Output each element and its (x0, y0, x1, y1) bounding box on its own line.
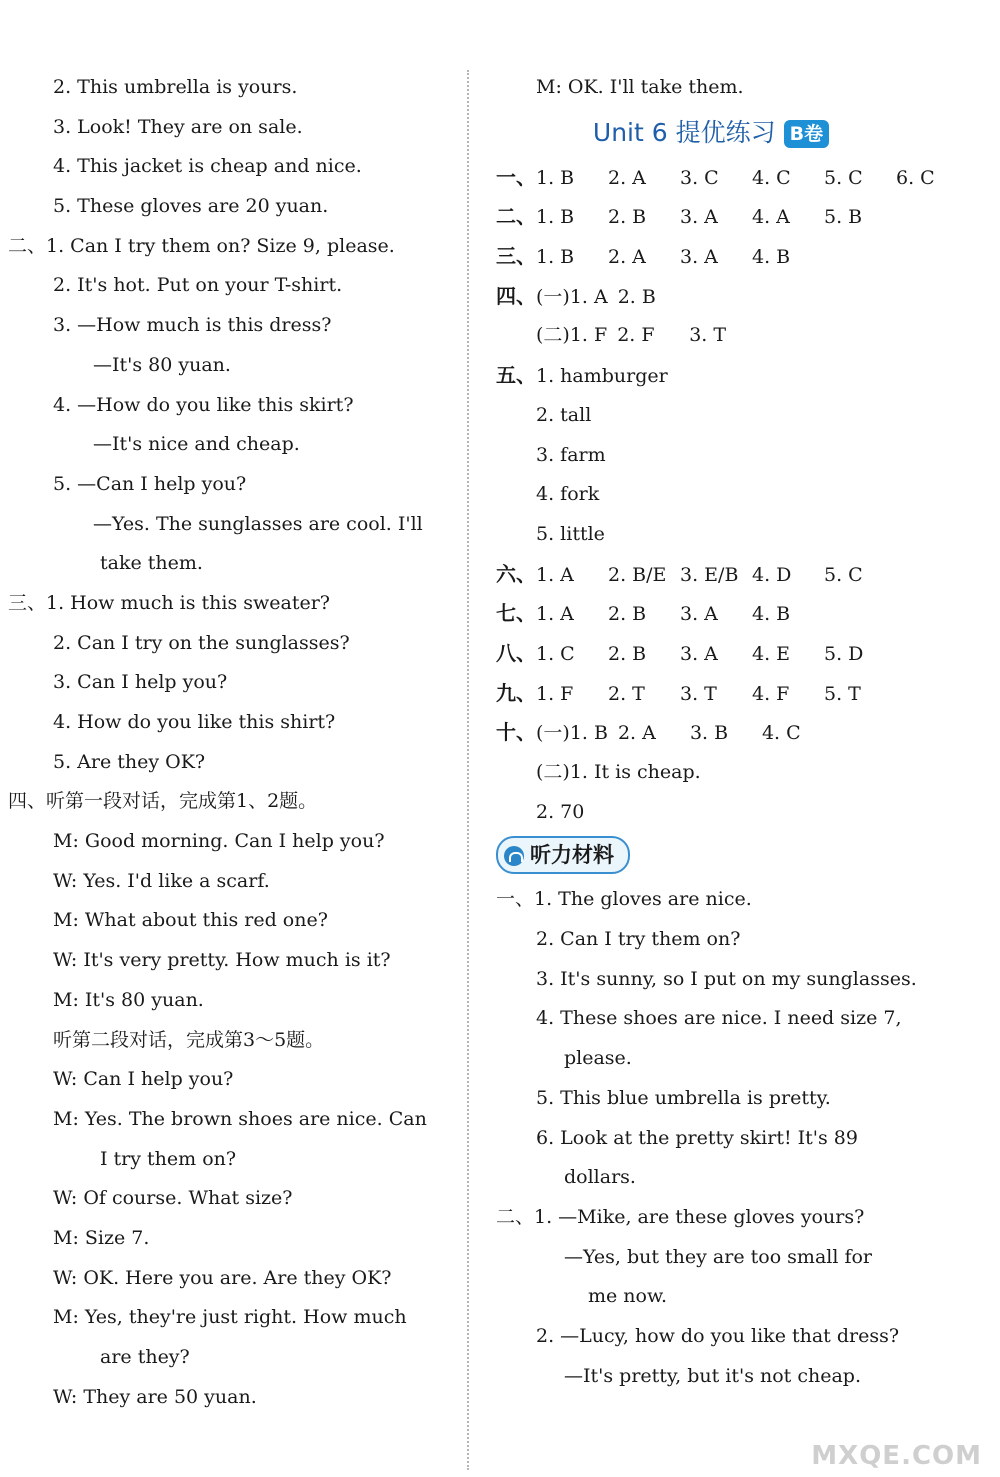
answer-line: —It's nice and cheap. (93, 433, 300, 456)
answer-item: 3. B (689, 722, 729, 745)
answer-item: 4. D (752, 563, 792, 586)
section-mark: 二、 (496, 204, 536, 229)
answer-item: (一)1. B (536, 722, 608, 745)
answer-row (496, 277, 966, 317)
answer-row (496, 594, 966, 634)
answer-row (496, 356, 966, 396)
listening-line: please. (564, 1047, 632, 1070)
answer-row (496, 515, 966, 555)
answer-line: 5. These gloves are 20 yuan. (53, 195, 329, 218)
section-line: 四、听第一段对话，完成第1、2题。 (8, 790, 318, 813)
answer-line: 3. Look! They are on sale. (53, 115, 303, 138)
answer-item: 2. B/E (608, 563, 667, 586)
listening-line: 一、1. The gloves are nice. (496, 888, 752, 911)
answer-item: 2. tall (536, 403, 592, 426)
answer-line: 5. Are they OK? (53, 750, 206, 773)
answer-line: 3. —How much is this dress? (53, 314, 332, 337)
answer-line: 2. Can I try on the sunglasses? (53, 631, 350, 654)
left-column (8, 68, 453, 1417)
listening-line: 2. Can I try them on? (536, 928, 741, 951)
answer-row (496, 237, 966, 277)
answer-item: 3. A (680, 603, 718, 626)
listening-line: 2. —Lucy, how do you like that dress? (536, 1324, 900, 1347)
answer-row (496, 713, 966, 753)
answer-item: 5. D (824, 642, 864, 665)
answer-item: 1. hamburger (536, 365, 668, 388)
answer-item: 6. C (896, 166, 935, 189)
listening-line: 5. This blue umbrella is pretty. (536, 1086, 831, 1109)
answer-item: 3. C (680, 166, 719, 189)
answer-row (496, 475, 966, 515)
answer-item: 3. T (680, 682, 717, 705)
answer-item: 2. B (608, 603, 647, 626)
answer-item: 4. C (761, 722, 801, 745)
answer-row (496, 436, 966, 476)
answer-item: 1. F (536, 682, 574, 705)
dialog-line: W: Yes. I'd like a scarf. (53, 869, 270, 892)
answer-key (496, 158, 966, 833)
answer-item: (二)1. It is cheap. (536, 761, 701, 783)
listening-line: 3. It's sunny, so I put on my sunglasses. (536, 967, 917, 990)
answer-item: (二)1. F (536, 324, 608, 347)
answer-line: —It's 80 yuan. (93, 353, 231, 376)
answer-item: 3. A (680, 642, 718, 665)
answer-item: 4. fork (536, 483, 600, 506)
listening-line: —Yes, but they are too small for (564, 1245, 873, 1268)
answer-line: 5. —Can I help you? (53, 472, 247, 495)
answer-line: 4. How do you like this shirt? (53, 711, 336, 733)
answer-row (496, 396, 966, 436)
answer-line: 4. This jacket is cheap and nice. (53, 155, 362, 178)
answer-row (496, 555, 966, 595)
answer-item: 3. farm (536, 443, 606, 466)
watermark: MXQE.COM (811, 1441, 982, 1471)
answer-row (496, 158, 966, 198)
answer-item: 1. C (536, 642, 575, 665)
answer-item: 2. 70 (536, 800, 585, 823)
answer-item: 4. E (752, 642, 791, 665)
section-mark: 十、 (496, 720, 536, 745)
section-line: 三、1. How much is this sweater? (8, 591, 330, 614)
answer-item: 3. A (680, 206, 718, 229)
answer-row (496, 197, 966, 237)
answer-line: 2. It's hot. Put on your T-shirt. (53, 274, 343, 297)
answer-item: (一)1. A (536, 285, 608, 308)
listening-line: dollars. (564, 1166, 636, 1189)
answer-item: 1. A (536, 563, 574, 586)
answer-line: take them. (100, 552, 203, 575)
dialog-line: W: Can I help you? (53, 1068, 234, 1091)
section-mark: 九、 (496, 680, 536, 705)
dialog-line: M: What about this red one? (53, 909, 328, 932)
dialog-line: are they? (100, 1346, 190, 1368)
dialog-line: M: Yes. The brown shoes are nice. Can (53, 1107, 427, 1130)
answer-item: 2. A (608, 246, 646, 269)
listening-line: me now. (588, 1285, 668, 1308)
listening-label: 听力材料 (530, 843, 614, 868)
section-mark: 八、 (496, 640, 536, 665)
answer-item: 1. B (536, 246, 575, 269)
headphones-icon (504, 846, 524, 866)
answer-row (496, 634, 966, 674)
answer-item: 5. C (824, 166, 863, 189)
dialog-line: M: OK. I'll take them. (536, 76, 744, 98)
answer-item: 4. B (752, 246, 791, 269)
unit-title-text: Unit 6 提优练习 (592, 117, 776, 147)
right-column (496, 68, 966, 1396)
listening-label-box (496, 836, 630, 874)
paper-badge: B卷 (784, 120, 829, 148)
section-mark: 七、 (496, 601, 536, 626)
answer-item: 4. A (752, 206, 790, 229)
answer-row (496, 674, 966, 714)
section-mark: 一、 (496, 164, 536, 189)
answer-line: —Yes. The sunglasses are cool. I'll (93, 512, 423, 535)
answer-item: 1. B (536, 166, 575, 189)
answer-item: 1. A (536, 603, 574, 626)
dialog-line: M: Good morning. Can I help you? (53, 830, 385, 853)
section-mark: 四、 (496, 283, 536, 308)
dialog-heading: 听第二段对话，完成第3～5题。 (53, 1028, 325, 1051)
dialog-line: I try them on? (100, 1147, 237, 1170)
answer-item: 2. T (608, 682, 645, 705)
listening-line: 4. These shoes are nice. I need size 7, (536, 1007, 902, 1030)
answer-row (496, 793, 966, 833)
dialog-line: M: Yes, they're just right. How much (53, 1306, 407, 1329)
answer-item: 4. B (752, 603, 791, 626)
dialog-line: W: Of course. What size? (53, 1187, 293, 1210)
answer-line: 4. —How do you like this skirt? (53, 393, 354, 416)
answer-item: 2. B (617, 285, 656, 308)
unit-title (496, 108, 966, 158)
section-mark: 六、 (496, 561, 536, 586)
answer-item: 1. B (536, 206, 575, 229)
answer-item: 2. A (617, 722, 656, 745)
answer-item: 3. A (680, 246, 718, 269)
answer-item: 3. E/B (680, 563, 739, 586)
dialog-line: M: It's 80 yuan. (53, 988, 204, 1011)
answer-item: 2. A (608, 166, 646, 189)
answer-item: 5. T (824, 682, 861, 705)
answer-item: 2. B (608, 206, 647, 229)
answer-row (496, 753, 966, 793)
answer-item: 3. T (689, 324, 727, 347)
answer-item: 4. C (752, 166, 791, 189)
answer-item: 5. C (824, 563, 863, 586)
dialog-line: W: It's very pretty. How much is it? (53, 949, 391, 972)
dialog-line: W: OK. Here you are. Are they OK? (53, 1266, 392, 1289)
answer-item: 2. F (617, 324, 655, 347)
answer-item: 2. B (608, 642, 647, 665)
answer-line: 2. This umbrella is yours. (53, 76, 298, 98)
answer-row (496, 316, 966, 356)
dialog-line: M: Size 7. (53, 1226, 150, 1249)
listening-line: —It's pretty, but it's not cheap. (564, 1364, 862, 1387)
section-line: 二、1. Can I try them on? Size 9, please. (8, 234, 395, 257)
answer-item: 4. F (752, 682, 790, 705)
column-divider (467, 70, 469, 1470)
section-mark: 五、 (496, 363, 536, 388)
answer-item: 5. little (536, 522, 605, 545)
answer-line: 3. Can I help you? (53, 671, 228, 694)
section-mark: 三、 (496, 244, 536, 269)
listening-line: 6. Look at the pretty skirt! It's 89 (536, 1126, 858, 1149)
answer-item: 5. B (824, 206, 863, 229)
listening-header (496, 832, 966, 880)
listening-line: 二、1. —Mike, are these gloves yours? (496, 1205, 865, 1228)
dialog-line: W: They are 50 yuan. (53, 1385, 257, 1408)
